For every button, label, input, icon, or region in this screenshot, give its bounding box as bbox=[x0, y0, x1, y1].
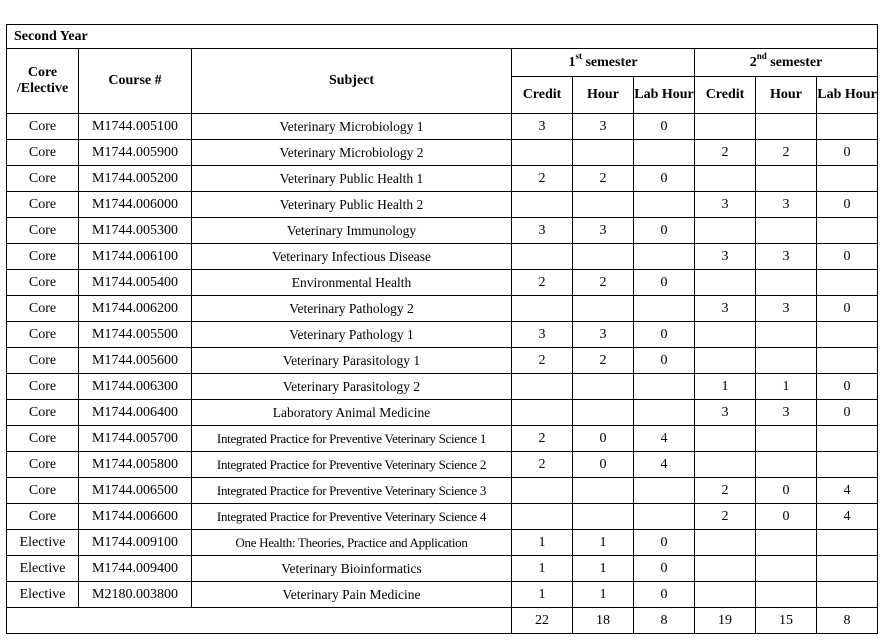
cell-course-number: M2180.003800 bbox=[79, 582, 192, 608]
table-row bbox=[7, 140, 878, 166]
header-semester-2 bbox=[695, 49, 878, 77]
cell-subject: Veterinary Pain Medicine bbox=[192, 582, 512, 608]
cell-s2-credit bbox=[695, 322, 756, 348]
cell-s1-credit: 2 bbox=[512, 166, 573, 192]
cell-s2-credit: 2 bbox=[695, 140, 756, 166]
cell-s1-credit bbox=[512, 374, 573, 400]
cell-s2-lab-hour bbox=[817, 166, 878, 192]
cell-s1-hour: 1 bbox=[573, 582, 634, 608]
cell-s1-credit bbox=[512, 478, 573, 504]
cell-s1-hour: 0 bbox=[573, 452, 634, 478]
cell-s1-hour: 0 bbox=[573, 426, 634, 452]
cell-s1-hour bbox=[573, 478, 634, 504]
cell-s2-lab-hour bbox=[817, 270, 878, 296]
cell-course-number: M1744.009100 bbox=[79, 530, 192, 556]
cell-course-number: M1744.005200 bbox=[79, 166, 192, 192]
cell-course-number: M1744.005300 bbox=[79, 218, 192, 244]
cell-course-number: M1744.005500 bbox=[79, 322, 192, 348]
total-s1-credit: 22 bbox=[512, 608, 573, 634]
table-row bbox=[7, 348, 878, 374]
cell-course-number: M1744.009400 bbox=[79, 556, 192, 582]
cell-s2-hour bbox=[756, 322, 817, 348]
cell-subject: One Health: Theories, Practice and Application bbox=[192, 530, 512, 556]
cell-s1-lab-hour bbox=[634, 504, 695, 530]
header-s1-hour: Hour bbox=[573, 77, 634, 114]
cell-type: Core bbox=[7, 504, 79, 530]
cell-course-number: M1744.006600 bbox=[79, 504, 192, 530]
cell-type: Core bbox=[7, 452, 79, 478]
cell-subject: Veterinary Bioinformatics bbox=[192, 556, 512, 582]
cell-s2-lab-hour: 0 bbox=[817, 244, 878, 270]
cell-subject: Veterinary Microbiology 1 bbox=[192, 114, 512, 140]
cell-s1-credit: 2 bbox=[512, 348, 573, 374]
cell-type: Core bbox=[7, 192, 79, 218]
cell-s2-credit bbox=[695, 556, 756, 582]
cell-course-number: M1744.006500 bbox=[79, 478, 192, 504]
cell-s2-credit bbox=[695, 348, 756, 374]
cell-type: Elective bbox=[7, 582, 79, 608]
header-s2-hour: Hour bbox=[756, 77, 817, 114]
cell-subject: Integrated Practice for Preventive Veterinary Science 4 bbox=[192, 504, 512, 530]
cell-type: Core bbox=[7, 348, 79, 374]
cell-subject: Veterinary Public Health 2 bbox=[192, 192, 512, 218]
cell-s1-lab-hour bbox=[634, 140, 695, 166]
cell-s1-hour bbox=[573, 244, 634, 270]
cell-s2-hour bbox=[756, 426, 817, 452]
cell-s2-credit: 3 bbox=[695, 296, 756, 322]
cell-s2-hour: 3 bbox=[756, 400, 817, 426]
cell-s1-hour bbox=[573, 192, 634, 218]
cell-course-number: M1744.006400 bbox=[79, 400, 192, 426]
total-s1-lab-hour: 8 bbox=[634, 608, 695, 634]
semester-2-word: semester bbox=[770, 54, 823, 70]
header-core-elective: Core /Elective bbox=[7, 49, 79, 114]
cell-s2-hour bbox=[756, 218, 817, 244]
cell-course-number: M1744.005600 bbox=[79, 348, 192, 374]
cell-s2-credit bbox=[695, 218, 756, 244]
table-row bbox=[7, 322, 878, 348]
cell-type: Elective bbox=[7, 556, 79, 582]
total-s2-credit: 19 bbox=[695, 608, 756, 634]
cell-s1-credit: 1 bbox=[512, 582, 573, 608]
cell-course-number: M1744.006300 bbox=[79, 374, 192, 400]
cell-s2-hour: 3 bbox=[756, 192, 817, 218]
cell-s1-lab-hour bbox=[634, 296, 695, 322]
semester-2-ordinal: 2 bbox=[749, 54, 757, 70]
cell-course-number: M1744.005400 bbox=[79, 270, 192, 296]
cell-subject: Environmental Health bbox=[192, 270, 512, 296]
curriculum-table bbox=[6, 24, 878, 634]
cell-s1-lab-hour: 0 bbox=[634, 556, 695, 582]
cell-subject: Veterinary Immunology bbox=[192, 218, 512, 244]
cell-course-number: M1744.006100 bbox=[79, 244, 192, 270]
cell-s2-lab-hour bbox=[817, 556, 878, 582]
cell-s1-lab-hour bbox=[634, 192, 695, 218]
cell-s1-lab-hour: 4 bbox=[634, 452, 695, 478]
cell-s2-hour bbox=[756, 556, 817, 582]
cell-s1-hour bbox=[573, 374, 634, 400]
cell-s1-hour: 3 bbox=[573, 322, 634, 348]
cell-s1-hour: 3 bbox=[573, 114, 634, 140]
cell-s2-credit: 2 bbox=[695, 504, 756, 530]
table-row bbox=[7, 556, 878, 582]
header-s1-lab-hour: Lab Hour bbox=[634, 77, 695, 114]
cell-s1-lab-hour: 0 bbox=[634, 582, 695, 608]
cell-s2-lab-hour: 4 bbox=[817, 478, 878, 504]
cell-s2-credit bbox=[695, 426, 756, 452]
cell-s1-hour bbox=[573, 400, 634, 426]
cell-s2-credit: 3 bbox=[695, 192, 756, 218]
cell-s1-credit bbox=[512, 296, 573, 322]
cell-subject: Veterinary Pathology 1 bbox=[192, 322, 512, 348]
table-row bbox=[7, 504, 878, 530]
cell-course-number: M1744.005900 bbox=[79, 140, 192, 166]
cell-s2-lab-hour bbox=[817, 322, 878, 348]
cell-s2-lab-hour: 0 bbox=[817, 192, 878, 218]
cell-s1-credit: 3 bbox=[512, 322, 573, 348]
table-row bbox=[7, 452, 878, 478]
cell-s1-credit: 1 bbox=[512, 530, 573, 556]
table-row bbox=[7, 270, 878, 296]
cell-s1-lab-hour: 0 bbox=[634, 270, 695, 296]
cell-s2-hour: 2 bbox=[756, 140, 817, 166]
cell-s2-lab-hour: 0 bbox=[817, 140, 878, 166]
cell-s1-lab-hour: 0 bbox=[634, 166, 695, 192]
cell-s2-credit: 2 bbox=[695, 478, 756, 504]
cell-s2-lab-hour bbox=[817, 452, 878, 478]
cell-s1-credit: 2 bbox=[512, 426, 573, 452]
table-row bbox=[7, 218, 878, 244]
cell-s2-hour bbox=[756, 582, 817, 608]
cell-s1-hour bbox=[573, 140, 634, 166]
cell-subject: Veterinary Parasitology 1 bbox=[192, 348, 512, 374]
cell-s2-hour: 0 bbox=[756, 478, 817, 504]
cell-subject: Integrated Practice for Preventive Veterinary Science 2 bbox=[192, 452, 512, 478]
cell-s1-credit bbox=[512, 504, 573, 530]
cell-course-number: M1744.005700 bbox=[79, 426, 192, 452]
cell-s1-lab-hour bbox=[634, 478, 695, 504]
table-title: Second Year bbox=[7, 25, 878, 49]
table-row bbox=[7, 166, 878, 192]
cell-s2-hour bbox=[756, 114, 817, 140]
cell-type: Core bbox=[7, 244, 79, 270]
cell-s2-hour: 0 bbox=[756, 504, 817, 530]
cell-subject: Veterinary Public Health 1 bbox=[192, 166, 512, 192]
cell-s2-credit: 3 bbox=[695, 400, 756, 426]
cell-s2-lab-hour bbox=[817, 426, 878, 452]
cell-s1-lab-hour: 0 bbox=[634, 348, 695, 374]
cell-s1-hour: 2 bbox=[573, 270, 634, 296]
cell-s1-credit: 2 bbox=[512, 270, 573, 296]
cell-s2-hour bbox=[756, 270, 817, 296]
cell-s1-lab-hour bbox=[634, 400, 695, 426]
header-s2-credit: Credit bbox=[695, 77, 756, 114]
table-row bbox=[7, 296, 878, 322]
table-row bbox=[7, 582, 878, 608]
cell-subject: Integrated Practice for Preventive Veterinary Science 3 bbox=[192, 478, 512, 504]
total-s2-lab-hour: 8 bbox=[817, 608, 878, 634]
table-row bbox=[7, 426, 878, 452]
cell-s1-credit: 3 bbox=[512, 218, 573, 244]
semester-1-ordinal: 1 bbox=[568, 54, 576, 70]
totals-blank bbox=[7, 608, 512, 634]
cell-type: Core bbox=[7, 218, 79, 244]
cell-type: Core bbox=[7, 296, 79, 322]
cell-s1-lab-hour: 0 bbox=[634, 114, 695, 140]
cell-s2-credit: 3 bbox=[695, 244, 756, 270]
cell-s2-credit bbox=[695, 166, 756, 192]
header-s1-credit: Credit bbox=[512, 77, 573, 114]
total-s2-hour: 15 bbox=[756, 608, 817, 634]
cell-s1-hour: 1 bbox=[573, 530, 634, 556]
cell-s2-credit bbox=[695, 452, 756, 478]
header-subject: Subject bbox=[192, 49, 512, 114]
cell-s2-credit: 1 bbox=[695, 374, 756, 400]
table-row bbox=[7, 478, 878, 504]
cell-type: Core bbox=[7, 114, 79, 140]
cell-s2-lab-hour bbox=[817, 218, 878, 244]
cell-course-number: M1744.006200 bbox=[79, 296, 192, 322]
cell-s1-hour: 2 bbox=[573, 348, 634, 374]
totals-row bbox=[7, 608, 878, 634]
total-s1-hour: 18 bbox=[573, 608, 634, 634]
semester-1-word: semester bbox=[585, 54, 638, 70]
cell-s1-credit bbox=[512, 140, 573, 166]
cell-s1-lab-hour: 0 bbox=[634, 530, 695, 556]
cell-s1-hour: 3 bbox=[573, 218, 634, 244]
cell-s1-credit: 1 bbox=[512, 556, 573, 582]
table-row bbox=[7, 530, 878, 556]
semester-1-suffix: st bbox=[575, 50, 582, 61]
table-row bbox=[7, 192, 878, 218]
cell-type: Core bbox=[7, 140, 79, 166]
cell-s2-hour: 3 bbox=[756, 296, 817, 322]
cell-s1-hour bbox=[573, 504, 634, 530]
cell-type: Core bbox=[7, 322, 79, 348]
cell-s2-credit bbox=[695, 270, 756, 296]
cell-s1-hour: 1 bbox=[573, 556, 634, 582]
cell-type: Core bbox=[7, 478, 79, 504]
cell-s2-hour bbox=[756, 530, 817, 556]
cell-subject: Integrated Practice for Preventive Veterinary Science 1 bbox=[192, 426, 512, 452]
table-row bbox=[7, 374, 878, 400]
cell-s1-lab-hour bbox=[634, 374, 695, 400]
cell-type: Elective bbox=[7, 530, 79, 556]
cell-subject: Veterinary Microbiology 2 bbox=[192, 140, 512, 166]
cell-s2-hour bbox=[756, 166, 817, 192]
cell-course-number: M1744.006000 bbox=[79, 192, 192, 218]
cell-s1-credit bbox=[512, 400, 573, 426]
cell-s1-credit: 2 bbox=[512, 452, 573, 478]
cell-s2-credit bbox=[695, 530, 756, 556]
cell-type: Core bbox=[7, 426, 79, 452]
cell-s1-lab-hour: 0 bbox=[634, 322, 695, 348]
cell-subject: Veterinary Parasitology 2 bbox=[192, 374, 512, 400]
cell-s1-credit: 3 bbox=[512, 114, 573, 140]
cell-s2-hour: 1 bbox=[756, 374, 817, 400]
cell-s1-credit bbox=[512, 192, 573, 218]
cell-s2-credit bbox=[695, 114, 756, 140]
table-body bbox=[7, 114, 878, 608]
cell-s2-credit bbox=[695, 582, 756, 608]
cell-subject: Veterinary Infectious Disease bbox=[192, 244, 512, 270]
header-course-number: Course # bbox=[79, 49, 192, 114]
cell-s2-lab-hour: 0 bbox=[817, 374, 878, 400]
table-row bbox=[7, 244, 878, 270]
cell-s2-hour bbox=[756, 452, 817, 478]
table-row bbox=[7, 400, 878, 426]
header-s2-lab-hour: Lab Hour bbox=[817, 77, 878, 114]
cell-course-number: M1744.005100 bbox=[79, 114, 192, 140]
cell-s1-lab-hour: 0 bbox=[634, 218, 695, 244]
cell-s2-hour bbox=[756, 348, 817, 374]
cell-s2-lab-hour bbox=[817, 530, 878, 556]
table-row bbox=[7, 114, 878, 140]
cell-type: Core bbox=[7, 400, 79, 426]
cell-s1-hour bbox=[573, 296, 634, 322]
cell-s2-lab-hour: 4 bbox=[817, 504, 878, 530]
cell-s1-credit bbox=[512, 244, 573, 270]
cell-type: Core bbox=[7, 166, 79, 192]
cell-subject: Veterinary Pathology 2 bbox=[192, 296, 512, 322]
cell-s2-lab-hour: 0 bbox=[817, 296, 878, 322]
cell-subject: Laboratory Animal Medicine bbox=[192, 400, 512, 426]
semester-2-suffix: nd bbox=[756, 50, 767, 61]
cell-course-number: M1744.005800 bbox=[79, 452, 192, 478]
cell-s1-lab-hour bbox=[634, 244, 695, 270]
cell-type: Core bbox=[7, 374, 79, 400]
cell-s2-lab-hour: 0 bbox=[817, 400, 878, 426]
cell-s2-lab-hour bbox=[817, 582, 878, 608]
cell-s2-lab-hour bbox=[817, 348, 878, 374]
cell-s2-hour: 3 bbox=[756, 244, 817, 270]
header-semester-1 bbox=[512, 49, 695, 77]
cell-s2-lab-hour bbox=[817, 114, 878, 140]
cell-s1-hour: 2 bbox=[573, 166, 634, 192]
cell-type: Core bbox=[7, 270, 79, 296]
cell-s1-lab-hour: 4 bbox=[634, 426, 695, 452]
